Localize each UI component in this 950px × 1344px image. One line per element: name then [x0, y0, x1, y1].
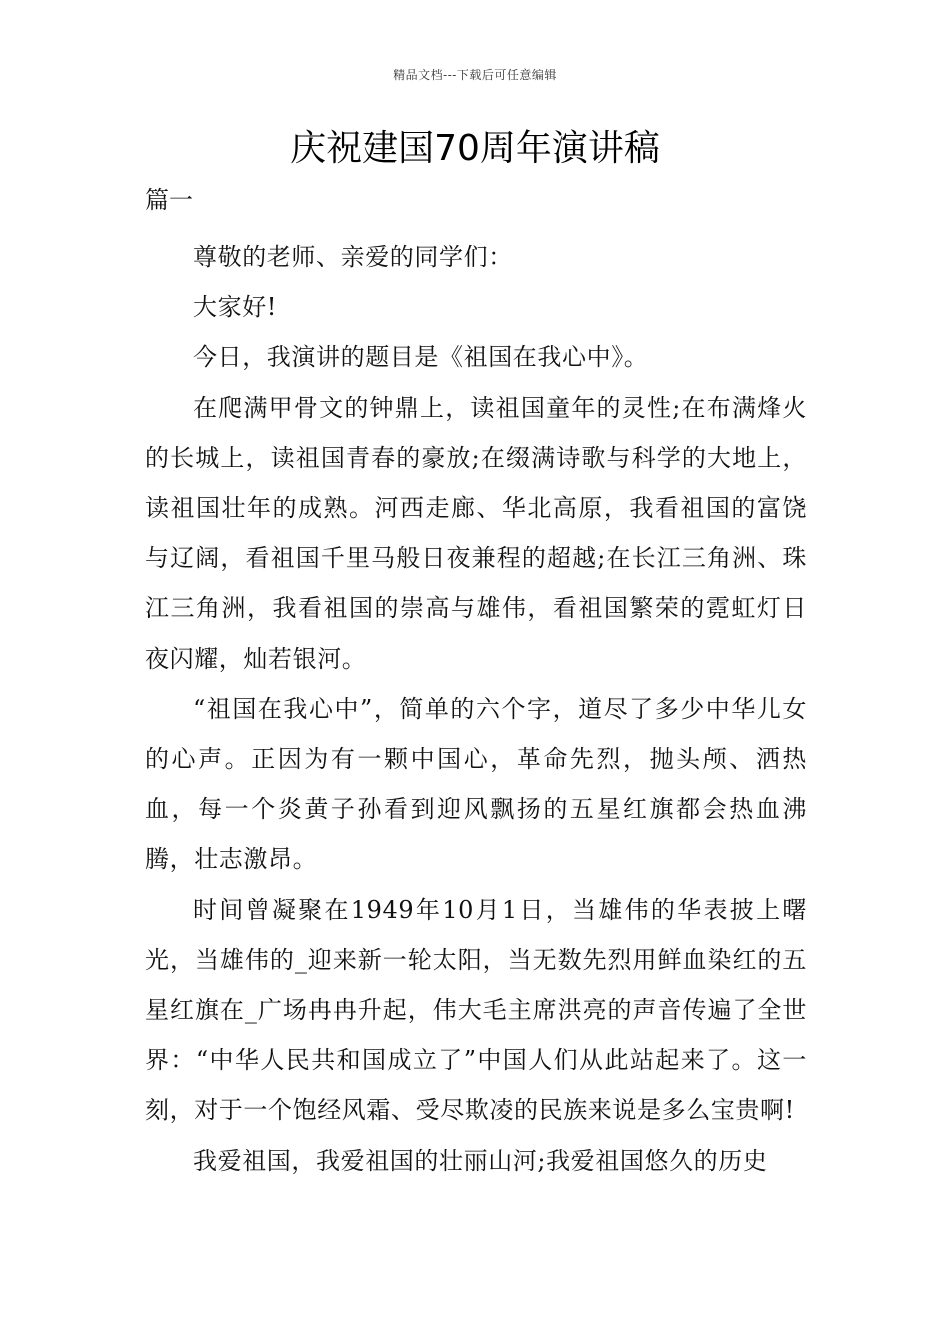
- document-body: [145, 232, 807, 1186]
- header-note: 精品文档---下载后可任意编辑: [393, 68, 557, 82]
- document-title: 庆祝建国70周年演讲稿: [290, 128, 660, 169]
- paragraph-body-1: 在爬满甲骨文的钟鼎上，读祖国童年的灵性;在布满烽火的长城上，读祖国青春的豪放;在缀满诗歌与科学的大地上，读祖国壮年的成熟。河西走廊、华北高原，我看祖国的富饶与辽阔，看祖国千里马般日夜兼程的超越;在长江三角洲、珠江三角洲，我看祖国的崇高与雄伟，看祖国繁荣的霓虹灯日夜闪耀，灿若银河。: [145, 393, 807, 673]
- paragraph-body-4: 我爱祖国，我爱祖国的壮丽山河;我爱祖国悠久的历史: [193, 1146, 768, 1175]
- paragraph-body-2: “祖国在我心中”，简单的六个字，道尽了多少中华儿女的心声。正因为有一颗中国心，革命先烈，抛头颅、洒热血，每一个炎黄子孙看到迎风飘扬的五星红旗都会热血沸腾，壮志激昂。: [145, 694, 807, 874]
- paragraph-topic: 今日，我演讲的题目是《祖国在我心中》。: [193, 343, 649, 372]
- paragraph-hello: 大家好!: [193, 293, 278, 322]
- paragraph-greeting: 尊敬的老师、亲爱的同学们：: [193, 243, 513, 271]
- section-label: 篇一: [145, 186, 193, 214]
- paragraph-body-3: 时间曾凝聚在1949年10月1日，当雄伟的华表披上曙光，当雄伟的_迎来新一轮太阳，当无数先烈用鲜血染红的五星红旗在_广场冉冉升起，伟大毛主席洪亮的声音传遍了全世界：“中华人民共和国成立了”中国人们从此站起来了。这一刻，对于一个饱经风霜、受尽欺凌的民族来说是多么宝贵啊!: [145, 895, 807, 1125]
